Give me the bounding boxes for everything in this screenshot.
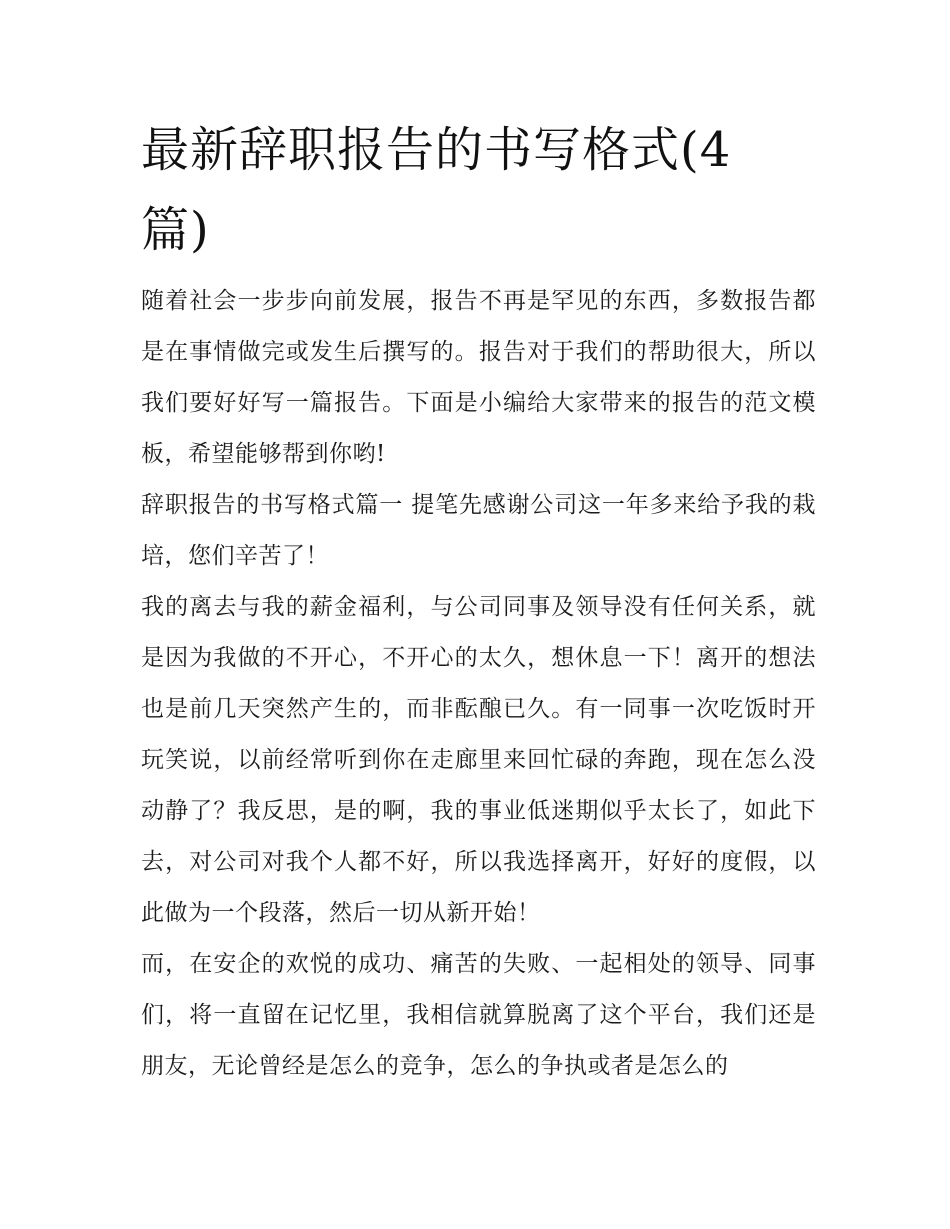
resignation-reason-paragraph: 我的离去与我的薪金福利，与公司同事及领导没有任何关系，就是因为我做的不开心，不开心的太久，想休息一下！离开的想法也是前几天突然产生的，而非酝酿已久。有一同事一次吃饭时开玩笑说，以前经常听到你在走廊里来回忙碌的奔跑，现在怎么没动静了？我反思，是的啊，我的事业低迷期似乎太长了，如此下去，对公司对我个人都不好，所以我选择离开，好好的度假，以此做为一个段落，然后一切从新开始！ bbox=[141, 594, 816, 926]
document-title: 最新辞职报告的书写格式(4篇) bbox=[141, 122, 732, 258]
intro-paragraph: 随着社会一步步向前发展，报告不再是罕见的东西，多数报告都是在事情做完或发生后撰写的。报告对于我们的帮助很大，所以我们要好好写一篇报告。下面是小编给大家带来的报告的范文模板，希望能够帮到你哟! bbox=[141, 288, 816, 467]
section-one-opening-paragraph: 辞职报告的书写格式篇一 提笔先感谢公司这一年多来给予我的栽培，您们辛苦了！ bbox=[141, 492, 816, 569]
document-body bbox=[141, 276, 816, 1092]
farewell-paragraph: 而，在安企的欢悦的成功、痛苦的失败、一起相处的领导、同事们，将一直留在记忆里，我相信就算脱离了这个平台，我们还是朋友，无论曾经是怎么的竞争，怎么的争执或者是怎么的 bbox=[141, 951, 816, 1079]
